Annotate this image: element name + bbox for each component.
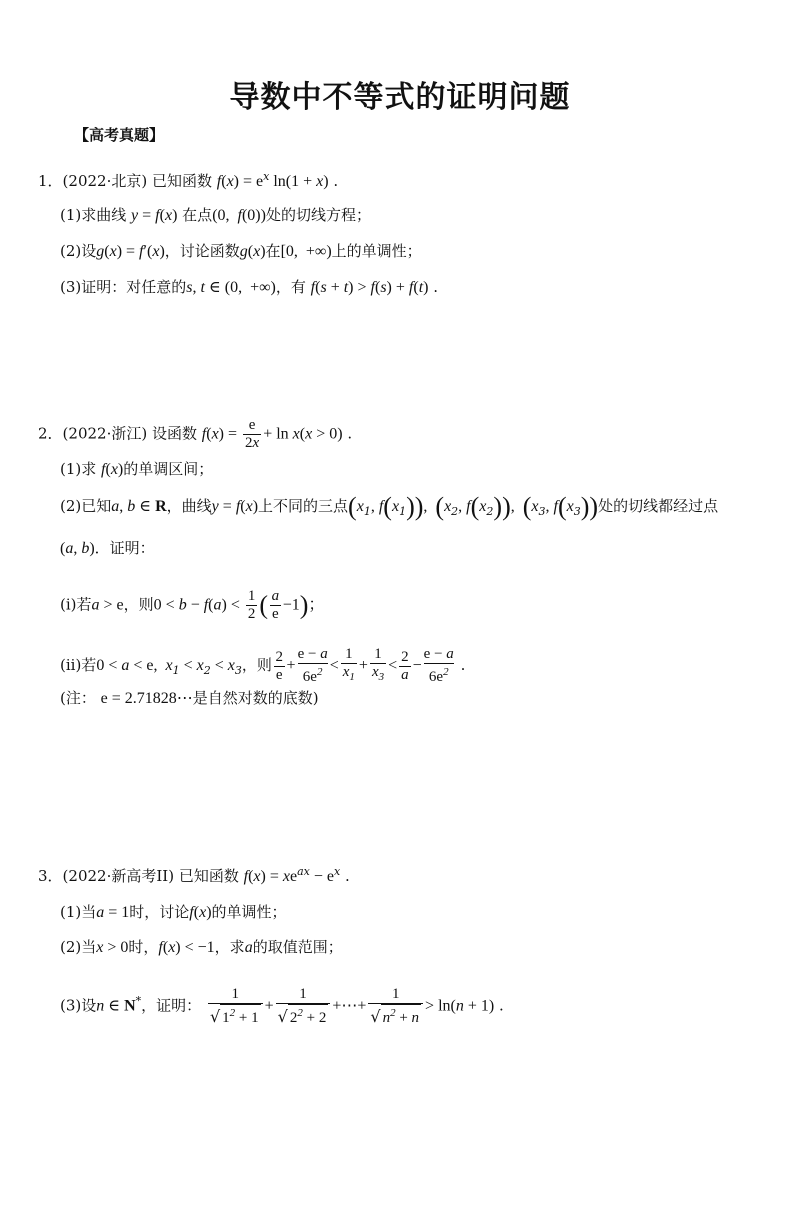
problem-2-part-2: (2)已知a, b ∈ R，曲线y = f(x)上不同的三点($x_1$, $f(x_1)$), ($x_2$, $f(x_2)$), ($x_3$, $f(x_3)$)处的切线都经过点 xyxy=(60,492,719,521)
problem-1-part-1: (1)求曲线 y = f(x) 在点(0, f(0))处的切线方程； xyxy=(60,206,371,224)
problem-3-statement: 3．(2022·新高考II) 已知函数 $f(x) = xe^{ax} - e^x$ . xyxy=(38,865,350,885)
problem-2-note: (注： e = 2.71828⋯是自然对数的底数) xyxy=(60,689,319,707)
problem-2-part-2-cont: (a, b)．证明： xyxy=(60,539,155,557)
problem-3-part-3: (3)设n ∈ N*，证明： $\frac{1}{√ 1^2 + 1}$ + $\frac{1}{√ 2^2 + 2}$ +⋯+ $\frac{1}{√ n^2 + n}$ > ln(n + 1) . xyxy=(60,986,504,1026)
problem-1-part-3: (3)证明：对任意的s, t ∈ (0, +∞)，有 f(s + t) > f(s) + f(t) . xyxy=(60,278,439,296)
problem-3-part-1: (1)当a = 1时，讨论f(x)的单调性； xyxy=(60,903,287,921)
section-heading: 【高考真题】 xyxy=(74,126,165,144)
problem-2-part-i: (i)若a > e，则0 < b − f(a) < $\frac{1}{2}$ ( $\frac{a}{e}$ −1)； xyxy=(60,588,325,622)
problem-2-part-1: (1)求 f(x)的单调区间； xyxy=(60,460,214,478)
problem-2-statement: 2．(2022·浙江) 设函数 f(x) = $\frac{e}{2x}$ + ln x(x > 0) . xyxy=(38,417,353,451)
problem-1-statement: 1．(2022·北京) 已知函数 $f(x) = e^x$ ln(1 + x) . xyxy=(38,170,339,190)
problem-2-part-ii: (ii)若0 < a < e, $x_1 < x_2 < x_3$，则 $\frac{2}{e}$ + $\frac{e - a}{6e^2}$ < $\frac{1}{x_1}$ + $\frac{1}{x_3}$ < $\frac{2}{a}$ − $\frac{e - a}{6e^2}$ . xyxy=(60,646,466,685)
problem-3-part-2: (2)当x > 0时，f(x) < −1，求a的取值范围； xyxy=(60,938,343,956)
problem-1-part-2: (2)设g(x) = f′(x)，讨论函数g(x)在[0, +∞)上的单调性； xyxy=(60,242,422,260)
page-title: 导数中不等式的证明问题 xyxy=(229,80,571,115)
